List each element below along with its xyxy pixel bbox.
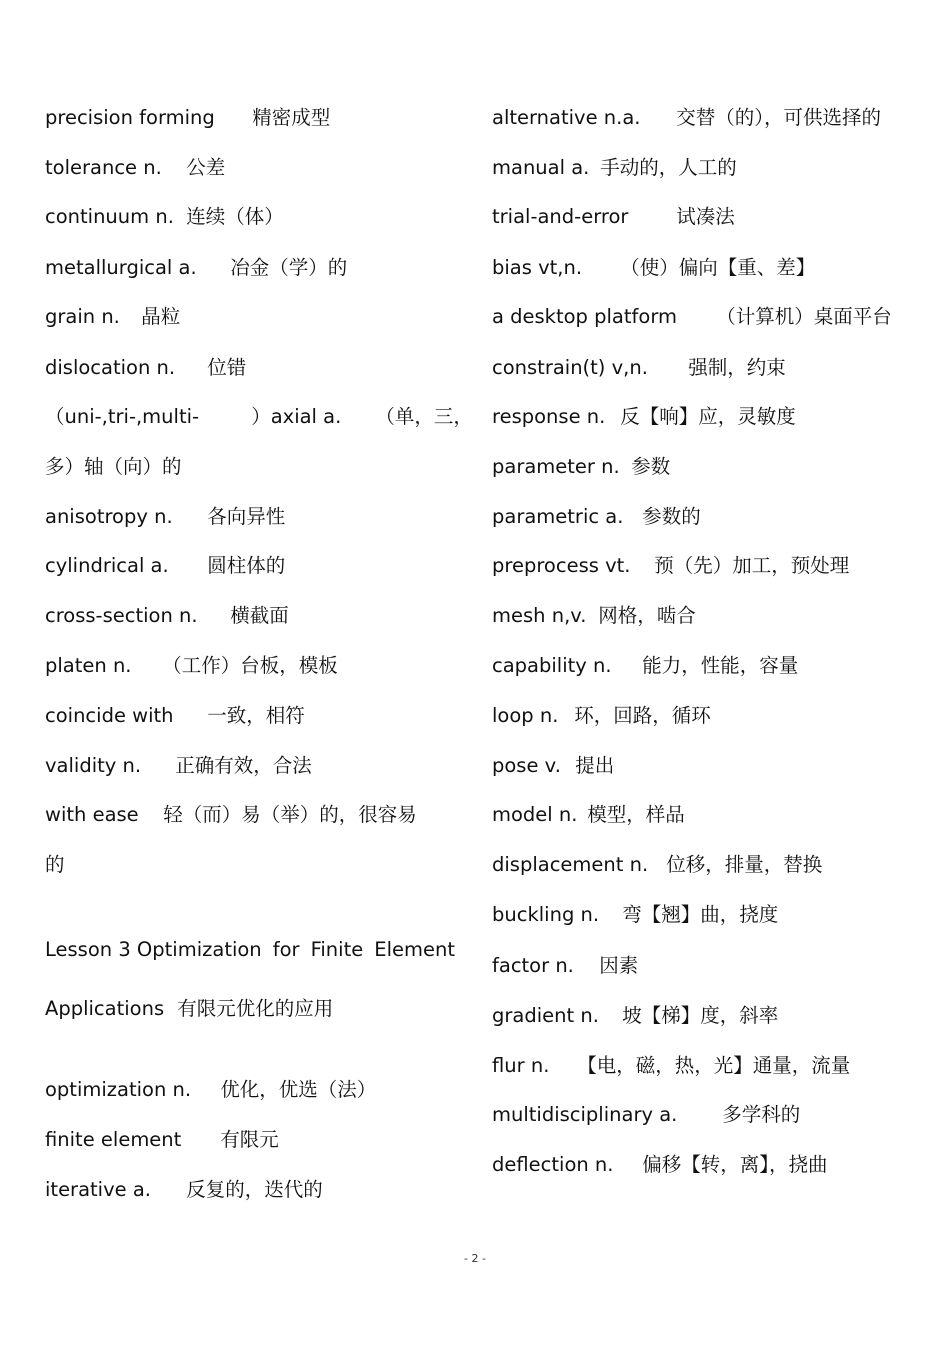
definition: 横截面 (230, 604, 289, 627)
definition: 位移，排量，替换 (666, 853, 823, 876)
term: grain n. (45, 305, 120, 328)
definition: （工作）台板，模板 (162, 654, 338, 677)
definition: 各向异性 (207, 505, 286, 528)
term: validity n. (45, 754, 142, 777)
definition: 模型，样品 (587, 803, 685, 826)
definition: 网格，啮合 (598, 604, 696, 627)
term: loop n. (492, 704, 559, 727)
vocab-entry-continued (45, 852, 71, 878)
definition: （使）偏向【重、差】 (620, 256, 816, 279)
vocab-entry (45, 802, 417, 828)
vocab-entry (492, 852, 822, 878)
term: iterative a. (45, 1178, 151, 1201)
term: model n. (492, 803, 578, 826)
definition: 正确有效，合法 (175, 754, 312, 777)
term: cylindrical a. (45, 554, 169, 577)
term: multidisciplinary a. (492, 1103, 678, 1126)
definition: 反复的，迭代的 (186, 1178, 323, 1201)
vocab-entry (45, 753, 312, 779)
definition: 冶金（学）的 (230, 256, 348, 279)
vocab-entry (492, 953, 638, 979)
definition: 【电，磁，热，光】通量，流量 (577, 1054, 851, 1077)
definition: 偏移【转，离】，挠曲 (642, 1153, 828, 1176)
vocab-entry (45, 1077, 376, 1103)
vocab-entry (45, 653, 338, 679)
vocab-entry (492, 504, 701, 530)
definition: 连续（体） (186, 205, 284, 228)
term-suffix: ）axial a. (251, 405, 342, 428)
vocab-entry (45, 603, 289, 629)
definition: （计算机）桌面平台 (716, 305, 892, 328)
term: 多）轴（向）的 (45, 455, 182, 478)
definition: 参数 (631, 455, 671, 478)
term: gradient n. (492, 1004, 599, 1027)
term: manual a. (492, 156, 590, 179)
definition: 手动的，人工的 (600, 156, 737, 179)
vocab-entry (45, 155, 225, 181)
term: cross-section n. (45, 604, 198, 627)
vocab-entry (45, 105, 330, 131)
vocab-entry (45, 404, 473, 430)
vocab-entry (492, 204, 735, 230)
lesson-heading (45, 937, 455, 963)
vocab-entry (492, 454, 670, 480)
term: continuum n. (45, 205, 174, 228)
vocab-entry (492, 155, 737, 181)
vocab-entry (45, 204, 284, 230)
definition: 一致，相符 (207, 704, 305, 727)
definition: 晶粒 (141, 305, 181, 328)
definition: 有限元 (220, 1128, 279, 1151)
vocab-entry (492, 304, 892, 330)
lesson-title-part: for (272, 938, 300, 961)
vocab-entry (492, 553, 849, 579)
vocab-entry (45, 1177, 323, 1203)
term: a desktop platform (492, 305, 677, 328)
term: coincide with (45, 704, 174, 727)
term: parametric a. (492, 505, 624, 528)
vocab-entry (45, 504, 285, 530)
vocab-entry (45, 255, 347, 281)
vocab-entry (492, 105, 881, 131)
lesson-title-part: Element (374, 938, 455, 961)
term: metallurgical a. (45, 256, 197, 279)
term: displacement n. (492, 853, 649, 876)
vocab-entry (492, 703, 711, 729)
definition: （单，三， (375, 405, 473, 428)
vocab-entry (492, 1053, 850, 1079)
term: optimization n. (45, 1078, 192, 1101)
definition: 试凑法 (676, 205, 735, 228)
lesson-title-part: Applications (45, 997, 165, 1020)
definition: 强制，约束 (688, 356, 786, 379)
definition: 弯【翘】曲，挠度 (622, 903, 779, 926)
definition: 圆柱体的 (207, 554, 286, 577)
lesson-title-translation: 有限元优化的应用 (177, 997, 334, 1020)
term: tolerance n. (45, 156, 162, 179)
definition: 预（先）加工，预处理 (654, 554, 850, 577)
vocab-entry (45, 1127, 279, 1153)
term: constrain(t) v,n. (492, 356, 648, 379)
term: deflection n. (492, 1153, 614, 1176)
term: mesh n,v. (492, 604, 587, 627)
vocab-entry (492, 1003, 778, 1029)
lesson-title-part: Finite (310, 938, 364, 961)
vocab-entry (492, 802, 685, 828)
vocab-entry (492, 1102, 800, 1128)
vocab-entry (492, 753, 614, 779)
vocab-entry (492, 255, 815, 281)
term: platen n. (45, 654, 132, 677)
definition: 坡【梯】度，斜率 (622, 1004, 779, 1027)
term: bias vt,n. (492, 256, 583, 279)
definition: 能力，性能，容量 (642, 654, 799, 677)
definition: 轻（而）易（举）的，很容易 (163, 803, 417, 826)
definition: 位错 (207, 356, 247, 379)
term: with ease (45, 803, 139, 826)
term: precision forming (45, 106, 215, 129)
term: trial-and-error (492, 205, 629, 228)
term: dislocation n. (45, 356, 176, 379)
vocab-entry (492, 653, 798, 679)
definition: 提出 (575, 754, 615, 777)
vocab-entry (492, 355, 786, 381)
definition: 反【响】应，灵敏度 (620, 405, 796, 428)
term: parameter n. (492, 455, 620, 478)
vocab-entry (492, 902, 778, 928)
definition: 环，回路，循环 (574, 704, 711, 727)
term: finite element (45, 1128, 182, 1151)
definition: 多学科的 (722, 1103, 801, 1126)
page-number: - 2 - (464, 1252, 486, 1265)
term: flur n. (492, 1054, 550, 1077)
term: factor n. (492, 954, 574, 977)
lesson-title-part: Lesson 3 Optimization (45, 938, 262, 961)
term: （uni-,tri-,multi- (45, 405, 200, 428)
term: 的 (45, 853, 65, 876)
definition: 公差 (186, 156, 226, 179)
vocab-entry (492, 603, 696, 629)
vocab-entry-continued (45, 454, 188, 480)
term: capability n. (492, 654, 612, 677)
term: preprocess vt. (492, 554, 631, 577)
vocab-entry (45, 703, 305, 729)
term: buckling n. (492, 903, 600, 926)
vocab-entry (45, 355, 246, 381)
definition: 精密成型 (252, 106, 331, 129)
term: alternative n.a. (492, 106, 641, 129)
definition: 交替（的），可供选择的 (676, 106, 881, 129)
definition: 优化，优选（法） (220, 1078, 377, 1101)
vocab-entry (45, 553, 285, 579)
vocab-entry (45, 304, 180, 330)
definition: 参数的 (642, 505, 701, 528)
term: response n. (492, 405, 606, 428)
term: anisotropy n. (45, 505, 173, 528)
vocab-entry (492, 1152, 827, 1178)
definition: 因素 (599, 954, 639, 977)
lesson-heading-line2 (45, 996, 333, 1022)
term: pose v. (492, 754, 561, 777)
vocab-entry (492, 404, 796, 430)
